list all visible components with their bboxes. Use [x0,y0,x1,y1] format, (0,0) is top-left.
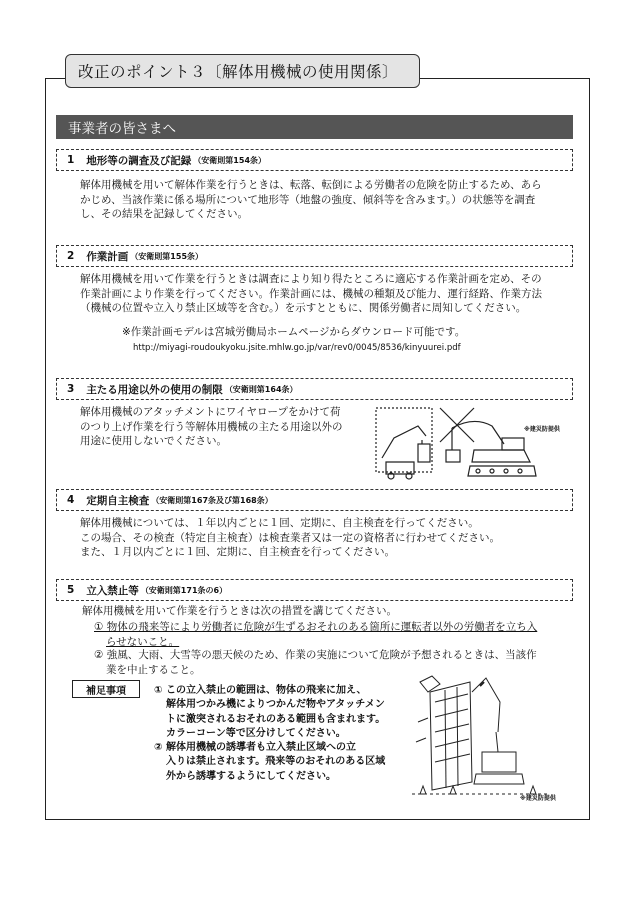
body-line: この場合、その検査（特定自主検査）は検査業者又は一定の資格者に行わせてください。 [80,531,500,544]
section-3-heading [56,378,573,400]
image-credit: ※建災防提供 [524,426,560,433]
body-line: 解体用機械を用いて作業を行うときは調査により知り得たところに適応する作業計画を定め、その [80,273,542,285]
section-5-item-1 [94,620,537,649]
demolition-site-illustration [410,662,555,802]
body-line: 解体用機械のアタッチメントにワイヤロープをかけて荷 [80,406,341,418]
item-line: ② 強風、大雨、大雪等の悪天候のため、作業の実施について危険が予想されるときは、当該作 [94,649,537,661]
section-4-body [80,516,500,560]
body-line: し、その結果を記録してください。 [80,208,248,220]
supplement-line: 外から誘導するようにしてください。 [166,770,336,782]
download-note: ※作業計画モデルは宮城労働局ホームページからダウンロード可能です。 [122,326,466,338]
section-2-heading [56,245,573,267]
section-5-intro: 解体用機械を用いて作業を行うときは次の措置を講じてください。 [82,605,397,617]
section-number: 5 [67,584,75,596]
body-line: また、１月以内ごとに１回、定期に、自主検査を行ってください。 [80,546,395,558]
section-2-body [80,272,542,316]
supplement-text [154,684,385,784]
body-line: 解体用機械については、１年以内ごとに１回、定期に、自主検査を行ってください。 [80,517,479,529]
section-ref: （安衛則第171条の6） [140,585,228,595]
page-title: 改正のポイント３〔解体用機械の使用関係〕 [65,54,420,88]
item-line: 業を中止すること。 [106,663,201,676]
image-credit: ※建災防提供 [520,795,556,802]
section-3-body [80,405,343,449]
audience-bar: 事業者の皆さまへ [56,115,573,139]
supplement-line: 入りは禁止されます。飛来等のおそれのある区域 [166,756,386,768]
section-4-heading [56,489,573,511]
supplement-line: カラーコーン等で区分けしてください。 [166,727,346,739]
section-title: 定期自主検査 [86,494,150,507]
section-5-heading [56,579,573,601]
body-line: 作業計画により作業を行ってください。作業計画には、機械の種類及び能力、運行経路、作業方法 [80,287,542,300]
section-number: 3 [67,383,75,395]
section-title: 作業計画 [86,250,129,263]
section-title: 立入禁止等 [86,584,139,597]
supplement-line: ② 解体用機械の誘導者も立入禁止区域への立 [154,742,356,754]
section-1-heading [56,149,573,171]
section-number: 4 [67,494,75,506]
section-ref: （安衛則第155条） [130,251,204,261]
supplement-line: トに激突されるおそれのある範囲も含まれます。 [166,713,386,725]
section-number: 2 [67,250,75,262]
body-line: （機械の位置や立入り禁止区域等を含む。）を示すとともに、関係労働者に周知してください。 [80,302,527,314]
section-title: 主たる用途以外の使用の制限 [86,383,223,396]
body-line: 用途に使用しないでください。 [80,435,227,447]
body-line: のつり上げ作業を行う等解体用機械の主たる用途以外の [80,420,343,433]
section-number: 1 [67,154,75,166]
supplement-line: ① この立入禁止の範囲は、物体の飛来に加え、 [154,685,367,696]
item-line: ① 物体の飛来等により労働者に危険が生ずるおそれのある箇所に運転者以外の労働者を立ち入 [94,621,538,633]
section-1-body [80,178,542,222]
item-line: らせないこと。 [106,635,180,648]
excavator-misuse-illustration [374,398,544,486]
body-line: 解体用機械を用いて解体作業を行うときは、転落、転倒による労働者の危険を防止するため、あら [80,179,542,191]
section-ref: （安衛則第154条） [193,155,267,165]
body-line: かじめ、当該作業に係る場所について地形等（地盤の強度、傾斜等を含みます。）の状態等を調査 [80,193,536,206]
section-ref: （安衛則第164条） [224,384,298,394]
section-title: 地形等の調査及び記録 [86,154,192,167]
supplement-label: 補足事項 [72,680,140,698]
download-url[interactable]: http://miyagi-roudoukyoku.jsite.mhlw.go.jp/var/rev0/0045/8536/kinyuurei.pdf [133,343,461,353]
supplement-line: 解体用つかみ機によりつかんだ物やアタッチメン [166,699,385,711]
section-ref: （安衛則第167条及び第168条） [151,495,273,505]
